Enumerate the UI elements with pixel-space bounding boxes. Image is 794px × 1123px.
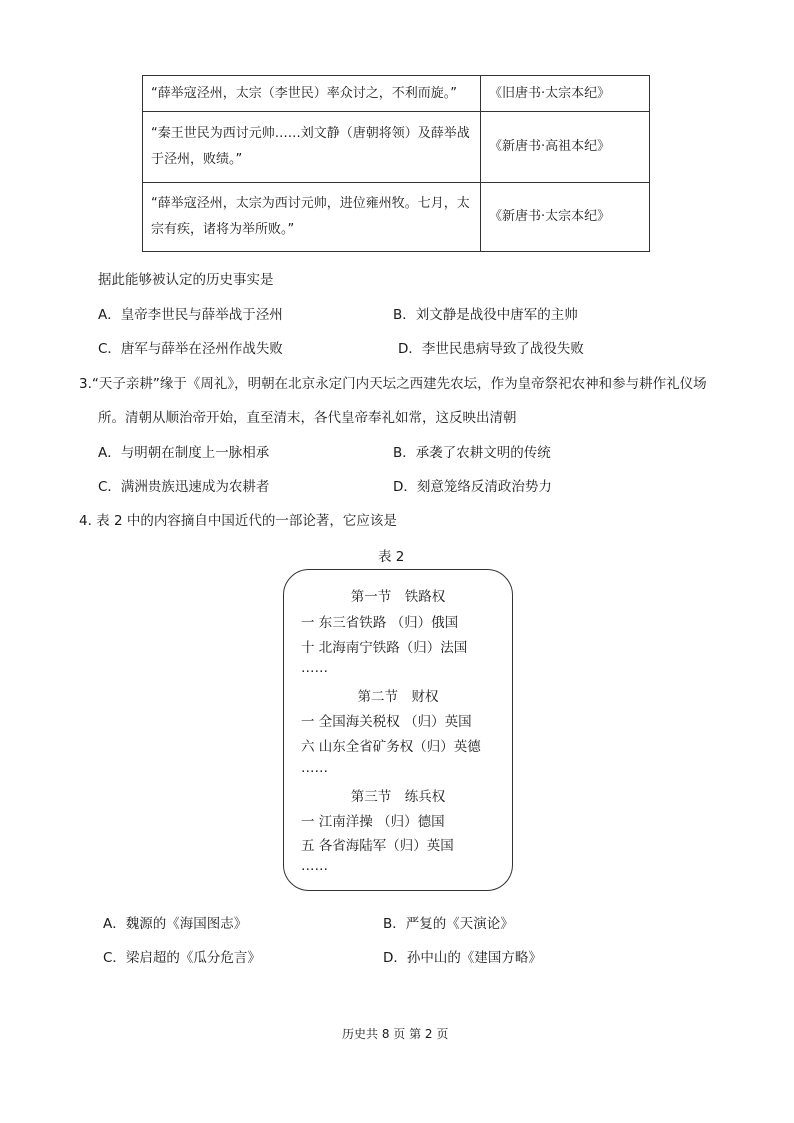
q3-option-d[interactable]: D．刻意笼络反清政治势力 xyxy=(393,479,552,495)
q2-option-d[interactable]: D．李世民患病导致了战役失败 xyxy=(398,341,584,357)
q2-option-c[interactable]: C．唐军与薛举在泾州作战失败 xyxy=(98,341,283,357)
source-table xyxy=(142,75,650,252)
q3-option-a[interactable]: A．与明朝在制度上一脉相承 xyxy=(98,445,270,461)
q2-option-b[interactable]: B．刘文静是战役中唐军的主帅 xyxy=(393,307,578,323)
table-row xyxy=(143,183,650,252)
section-2-line-1: 一 全国海关税权 （归）英国 xyxy=(301,714,472,730)
page-footer: 历史共 8 页 第 2 页 xyxy=(342,1027,449,1041)
section-3-line-2: 五 各省海陆军（归）英国 xyxy=(301,838,454,854)
table-caption: 表 2 xyxy=(378,549,405,565)
q3-option-c[interactable]: C．满洲贵族迅速成为农耕者 xyxy=(98,479,270,495)
quote-cell: “薛举寇泾州，太宗（李世民）率众讨之，不利而旋。” xyxy=(143,76,481,112)
section-1-line-2: 十 北海南宁铁路（归）法国 xyxy=(301,640,468,656)
q4-option-d[interactable]: D．孙中山的《建国方略》 xyxy=(383,950,542,966)
source-cell: 《新唐书·高祖本纪》 xyxy=(481,112,650,183)
source-cell: 《旧唐书·太宗本纪》 xyxy=(481,76,650,112)
quote-cell: “薛举寇泾州，太宗为西讨元帅，进位雍州牧。七月，太宗有疾，诸将为举所败。” xyxy=(143,183,481,252)
q4-option-c[interactable]: C．梁启超的《瓜分危言》 xyxy=(103,950,261,966)
section-2-ellipsis: …… xyxy=(301,760,328,776)
q3-option-b[interactable]: B．承袭了农耕文明的传统 xyxy=(393,445,551,461)
question-3-stem-line1: 3.“天子亲耕”缘于《周礼》，明朝在北京永定门内天坛之西建先农坛，作为皇帝祭祀农神和参与耕作礼仪场 xyxy=(79,376,707,392)
section-1-ellipsis: …… xyxy=(301,660,328,676)
quote-cell: “秦王世民为西讨元帅……刘文静（唐朝将领）及薛举战于泾州，败绩。” xyxy=(143,112,481,183)
question-2-stem: 据此能够被认定的历史事实是 xyxy=(98,272,274,288)
section-3-line-1: 一 江南洋操 （归）德国 xyxy=(301,814,445,830)
section-1-title: 第一节 铁路权 xyxy=(350,589,446,605)
section-3-ellipsis: …… xyxy=(301,858,328,874)
question-3-stem-line2: 所。清朝从顺治帝开始，直至清末，各代皇帝奉礼如常，这反映出清朝 xyxy=(98,410,517,426)
table-row xyxy=(143,112,650,183)
section-3-title: 第三节 练兵权 xyxy=(350,789,446,805)
table-row xyxy=(143,76,650,112)
section-1-line-1: 一 东三省铁路 （归）俄国 xyxy=(301,615,459,631)
section-2-line-2: 六 山东全省矿务权（归）英德 xyxy=(301,739,481,755)
q2-option-a[interactable]: A．皇帝李世民与薛举战于泾州 xyxy=(98,307,283,323)
question-4-stem: 4. 表 2 中的内容摘自中国近代的一部论著，它应该是 xyxy=(79,513,397,529)
rounded-content-box xyxy=(283,569,513,891)
source-cell: 《新唐书·太宗本纪》 xyxy=(481,183,650,252)
section-2-title: 第二节 财权 xyxy=(357,689,439,705)
q4-option-b[interactable]: B．严复的《天演论》 xyxy=(383,916,514,932)
q4-option-a[interactable]: A．魏源的《海国图志》 xyxy=(103,916,248,932)
